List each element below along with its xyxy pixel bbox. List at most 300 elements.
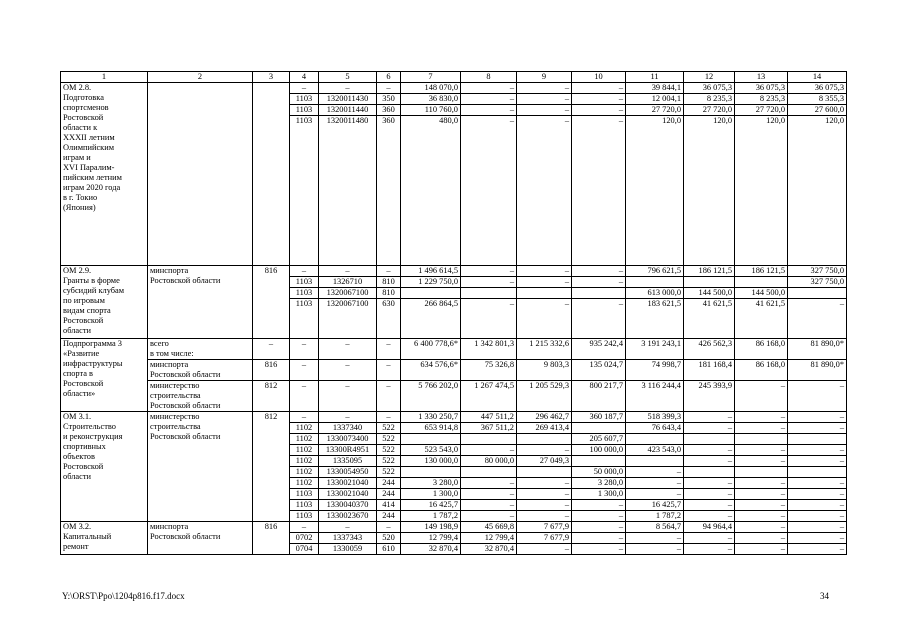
table-cell: 1 267 474,5 <box>461 381 517 412</box>
om-3-2-row <box>61 522 847 533</box>
executor-cell: минспорта Ростовской области <box>148 266 253 339</box>
table-cell: 1320067100 <box>319 299 377 339</box>
table-cell: – <box>377 360 401 381</box>
table-cell: – <box>788 445 847 456</box>
table-cell: – <box>735 489 788 500</box>
table-cell <box>401 288 461 299</box>
table-cell: 1330021040 <box>319 478 377 489</box>
table-cell <box>461 288 517 299</box>
table-cell: 81 890,0* <box>788 360 847 381</box>
table-cell: 3 116 244,4 <box>626 381 684 412</box>
executor-cell: минспорта Ростовской области <box>148 360 253 381</box>
table-cell: – <box>290 360 319 381</box>
table-cell: – <box>461 105 517 116</box>
table-cell: 327 750,0 <box>788 277 847 288</box>
table-cell: – <box>377 266 401 277</box>
table-cell: – <box>735 500 788 511</box>
table-cell: 1102 <box>290 423 319 434</box>
table-cell: 36 830,0 <box>401 94 461 105</box>
table-cell: – <box>684 478 735 489</box>
table-cell: – <box>684 533 735 544</box>
table-cell: 1103 <box>290 105 319 116</box>
table-cell: – <box>788 544 847 555</box>
table-cell: – <box>517 544 572 555</box>
table-cell <box>572 423 626 434</box>
table-cell: 360 187,7 <box>572 412 626 423</box>
table-cell: – <box>319 522 377 533</box>
table-cell: 9 803,3 <box>517 360 572 381</box>
table-cell: 3 191 243,1 <box>626 339 684 360</box>
table-cell: 810 <box>377 288 401 299</box>
measure-name: ОМ 2.9. Гранты в форме субсидий клубам по игровым видам спорта Ростовской области <box>61 266 148 339</box>
table-cell: – <box>517 489 572 500</box>
table-cell <box>461 467 517 478</box>
table-cell: – <box>461 445 517 456</box>
table-cell: 523 543,0 <box>401 445 461 456</box>
table-cell: 1337343 <box>319 533 377 544</box>
table-cell: – <box>377 339 401 360</box>
table-cell: 1335095 <box>319 456 377 467</box>
table-cell: 76 643,4 <box>626 423 684 434</box>
table-cell: 120,0 <box>735 116 788 266</box>
table-cell: 1103 <box>290 500 319 511</box>
table-cell: – <box>684 544 735 555</box>
table-cell: 27 720,0 <box>684 105 735 116</box>
budget-table <box>60 71 847 555</box>
grbs-cell: 816 <box>253 266 290 339</box>
table-cell: 518 399,3 <box>626 412 684 423</box>
table-cell: 1103 <box>290 277 319 288</box>
table-cell: – <box>735 423 788 434</box>
grbs-cell <box>253 83 290 266</box>
table-cell: 1330021040 <box>319 489 377 500</box>
table-cell: – <box>290 412 319 423</box>
table-cell <box>572 456 626 467</box>
table-cell: 120,0 <box>684 116 735 266</box>
table-cell: 296 462,7 <box>517 412 572 423</box>
table-cell <box>788 434 847 445</box>
table-cell: – <box>735 544 788 555</box>
table-cell: – <box>517 105 572 116</box>
table-cell: – <box>572 511 626 522</box>
table-cell: – <box>290 266 319 277</box>
column-header: 7 <box>401 72 461 83</box>
subprogram-3-row <box>61 360 847 381</box>
table-cell: 32 870,4 <box>401 544 461 555</box>
table-cell <box>401 467 461 478</box>
table-cell: 245 393,9 <box>684 381 735 412</box>
table-cell: 8 564,7 <box>626 522 684 533</box>
grbs-cell: 816 <box>253 360 290 381</box>
table-cell: – <box>626 544 684 555</box>
table-cell: – <box>461 299 517 339</box>
executor-cell: минспорта Ростовской области <box>148 522 253 555</box>
table-cell: 610 <box>377 544 401 555</box>
table-cell: 27 600,0 <box>788 105 847 116</box>
table-cell: – <box>461 489 517 500</box>
table-cell: – <box>572 105 626 116</box>
column-header: 6 <box>377 72 401 83</box>
table-cell: 27 720,0 <box>735 105 788 116</box>
grbs-cell: 816 <box>253 522 290 555</box>
table-cell: 5 766 202,0 <box>401 381 461 412</box>
table-cell <box>684 277 735 288</box>
table-cell: 6 400 778,6* <box>401 339 461 360</box>
column-header: 10 <box>572 72 626 83</box>
table-cell <box>684 434 735 445</box>
table-cell: 1330059 <box>319 544 377 555</box>
table-cell: 1320067100 <box>319 288 377 299</box>
table-cell: 244 <box>377 511 401 522</box>
table-cell: 1320011440 <box>319 105 377 116</box>
table-cell: 7 677,9 <box>517 533 572 544</box>
executor-cell: министерство строительства Ростовской области <box>148 381 253 412</box>
table-cell: 135 024,7 <box>572 360 626 381</box>
table-cell: – <box>684 445 735 456</box>
executor-cell: всего в том числе: <box>148 339 253 360</box>
table-cell: 1320011480 <box>319 116 377 266</box>
table-cell: – <box>290 339 319 360</box>
column-header: 2 <box>148 72 253 83</box>
table-cell: 186 121,5 <box>735 266 788 277</box>
table-cell: 480,0 <box>401 116 461 266</box>
measure-name: ОМ 3.2. Капитальный ремонт <box>61 522 148 555</box>
table-cell: – <box>377 522 401 533</box>
column-header: 9 <box>517 72 572 83</box>
table-cell <box>626 456 684 467</box>
table-cell: 1102 <box>290 445 319 456</box>
table-cell <box>461 434 517 445</box>
table-cell: – <box>461 94 517 105</box>
column-header: 13 <box>735 72 788 83</box>
table-cell: 1103 <box>290 489 319 500</box>
table-cell: 1103 <box>290 288 319 299</box>
table-cell: – <box>735 478 788 489</box>
table-cell: – <box>735 511 788 522</box>
table-cell: 1 787,2 <box>401 511 461 522</box>
table-cell: 1103 <box>290 511 319 522</box>
table-cell: – <box>461 277 517 288</box>
om-2-9-row <box>61 266 847 277</box>
table-cell: 1 342 801,3 <box>461 339 517 360</box>
table-cell: 110 760,0 <box>401 105 461 116</box>
table-cell: 1103 <box>290 94 319 105</box>
table-cell: 1330040370 <box>319 500 377 511</box>
table-cell: 1 229 750,0 <box>401 277 461 288</box>
table-cell: 1330054950 <box>319 467 377 478</box>
table-cell: 50 000,0 <box>572 467 626 478</box>
table-cell: 1330073400 <box>319 434 377 445</box>
column-header: 4 <box>290 72 319 83</box>
measure-name: ОМ 2.8. Подготовка спортсменов Ростовской области к XXXII летним Олимпийским играм и XVI Паралим- пийским летним играм 2020 года в г. Токио (Япония) <box>61 83 148 266</box>
table-cell: 630 <box>377 299 401 339</box>
table-cell <box>517 434 572 445</box>
table-cell: 269 413,4 <box>517 423 572 434</box>
table-cell: – <box>735 412 788 423</box>
table-cell: – <box>319 360 377 381</box>
table-cell: 45 669,8 <box>461 522 517 533</box>
table-cell: – <box>735 381 788 412</box>
table-cell: 7 677,9 <box>517 522 572 533</box>
table-cell: 186 121,5 <box>684 266 735 277</box>
table-cell: – <box>319 412 377 423</box>
table-cell: – <box>788 522 847 533</box>
table-cell: 16 425,7 <box>626 500 684 511</box>
table-cell: 0704 <box>290 544 319 555</box>
table-cell: – <box>684 423 735 434</box>
table-cell: 130 000,0 <box>401 456 461 467</box>
table-cell: 1337340 <box>319 423 377 434</box>
table-cell: 1 330 250,7 <box>401 412 461 423</box>
table-cell: – <box>377 381 401 412</box>
table-cell: – <box>572 83 626 94</box>
table-cell: 520 <box>377 533 401 544</box>
table-cell: – <box>461 116 517 266</box>
table-cell: 414 <box>377 500 401 511</box>
table-cell: 181 168,4 <box>684 360 735 381</box>
table-cell: 148 070,0 <box>401 83 461 94</box>
table-cell: 653 914,8 <box>401 423 461 434</box>
table-cell: – <box>461 478 517 489</box>
table-cell: 613 000,0 <box>626 288 684 299</box>
table-cell: – <box>461 83 517 94</box>
table-cell: 1 300,0 <box>401 489 461 500</box>
table-cell <box>735 467 788 478</box>
om-2-8-row <box>61 83 847 94</box>
table-cell: – <box>788 423 847 434</box>
table-cell: – <box>572 544 626 555</box>
table-cell: 13300R4951 <box>319 445 377 456</box>
table-cell <box>684 467 735 478</box>
table-cell: – <box>517 500 572 511</box>
table-cell: – <box>319 381 377 412</box>
table-cell: – <box>684 500 735 511</box>
table-cell: – <box>788 500 847 511</box>
column-header: 8 <box>461 72 517 83</box>
table-cell: 1 496 614,5 <box>401 266 461 277</box>
table-cell: 36 075,3 <box>684 83 735 94</box>
table-cell: 8 355,3 <box>788 94 847 105</box>
table-cell: 522 <box>377 434 401 445</box>
table-cell: 634 576,6* <box>401 360 461 381</box>
table-cell: – <box>572 500 626 511</box>
table-cell: – <box>626 478 684 489</box>
table-cell: – <box>517 83 572 94</box>
table-cell: 1102 <box>290 467 319 478</box>
table-cell: 426 562,3 <box>684 339 735 360</box>
table-cell: 244 <box>377 478 401 489</box>
table-cell: 522 <box>377 467 401 478</box>
table-cell: 183 621,5 <box>626 299 684 339</box>
table-cell: – <box>461 266 517 277</box>
column-header: 3 <box>253 72 290 83</box>
table-cell: 144 500,0 <box>684 288 735 299</box>
table-cell: 1103 <box>290 299 319 339</box>
table-cell: 522 <box>377 456 401 467</box>
file-path: Y:\ORST\Ppo\1204p816.f17.docx <box>62 591 185 601</box>
column-header: 5 <box>319 72 377 83</box>
table-cell: 27 049,3 <box>517 456 572 467</box>
table-cell: 8 235,3 <box>684 94 735 105</box>
grbs-cell: – <box>253 339 290 360</box>
table-cell: – <box>319 83 377 94</box>
table-cell <box>401 434 461 445</box>
table-cell: – <box>290 83 319 94</box>
column-header: 14 <box>788 72 847 83</box>
table-cell <box>572 288 626 299</box>
table-cell: 12 799,4 <box>461 533 517 544</box>
table-cell: 1103 <box>290 116 319 266</box>
table-cell: – <box>572 266 626 277</box>
table-cell: – <box>290 381 319 412</box>
table-cell: 80 000,0 <box>461 456 517 467</box>
table-cell: 39 844,1 <box>626 83 684 94</box>
table-cell: 3 280,0 <box>401 478 461 489</box>
table-cell: 423 543,0 <box>626 445 684 456</box>
table-cell: 796 621,5 <box>626 266 684 277</box>
table-cell: 36 075,3 <box>735 83 788 94</box>
table-cell: 74 998,7 <box>626 360 684 381</box>
table-cell: – <box>517 116 572 266</box>
table-cell: 1102 <box>290 456 319 467</box>
subprogram-3-row <box>61 381 847 412</box>
table-cell: – <box>377 412 401 423</box>
table-cell: – <box>788 412 847 423</box>
table-cell: – <box>572 533 626 544</box>
table-cell: – <box>319 339 377 360</box>
table-cell: – <box>735 456 788 467</box>
table-cell: 86 168,0 <box>735 360 788 381</box>
header-row <box>61 72 847 83</box>
table-cell: – <box>572 277 626 288</box>
subprogram-name: Подпрограмма 3 «Развитие инфраструктуры спорта в Ростовской области» <box>61 339 148 412</box>
table-cell: – <box>788 489 847 500</box>
table-cell: – <box>572 522 626 533</box>
table-cell: 522 <box>377 445 401 456</box>
table-cell: 3 280,0 <box>572 478 626 489</box>
grbs-cell: 812 <box>253 381 290 412</box>
table-cell: 94 964,4 <box>684 522 735 533</box>
table-cell: 81 890,0* <box>788 339 847 360</box>
table-cell: 27 720,0 <box>626 105 684 116</box>
table-cell: 360 <box>377 105 401 116</box>
table-cell: 1 205 529,3 <box>517 381 572 412</box>
table-cell: – <box>788 381 847 412</box>
table-cell <box>735 434 788 445</box>
table-cell: 8 235,3 <box>735 94 788 105</box>
table-cell: 447 511,2 <box>461 412 517 423</box>
table-cell <box>626 434 684 445</box>
table-cell: 1 300,0 <box>572 489 626 500</box>
table-cell: 350 <box>377 94 401 105</box>
table-cell: – <box>788 533 847 544</box>
table-cell: – <box>517 299 572 339</box>
table-cell: 935 242,4 <box>572 339 626 360</box>
table-cell: 367 511,2 <box>461 423 517 434</box>
table-cell: 12 799,4 <box>401 533 461 544</box>
table-cell: – <box>517 277 572 288</box>
table-cell: 1 787,2 <box>626 511 684 522</box>
table-cell: – <box>572 94 626 105</box>
table-cell: – <box>788 511 847 522</box>
table-cell <box>626 277 684 288</box>
table-cell: – <box>626 533 684 544</box>
table-cell: – <box>572 299 626 339</box>
table-cell: 360 <box>377 116 401 266</box>
table-cell: 1 215 332,6 <box>517 339 572 360</box>
grbs-cell: 812 <box>253 412 290 522</box>
table-cell: 100 000,0 <box>572 445 626 456</box>
table-cell: – <box>788 456 847 467</box>
table-cell: 522 <box>377 423 401 434</box>
table-cell: – <box>461 511 517 522</box>
table-cell: 12 004,1 <box>626 94 684 105</box>
table-cell: 75 326,8 <box>461 360 517 381</box>
page-number: 34 <box>820 591 829 601</box>
table-cell: 244 <box>377 489 401 500</box>
table-cell: 1326710 <box>319 277 377 288</box>
table-cell: 16 425,7 <box>401 500 461 511</box>
table-cell: 0702 <box>290 533 319 544</box>
table-cell: – <box>788 299 847 339</box>
table-cell: – <box>735 445 788 456</box>
table-cell: – <box>517 445 572 456</box>
table-cell: – <box>517 478 572 489</box>
table-cell: 327 750,0 <box>788 266 847 277</box>
table-cell: 149 198,9 <box>401 522 461 533</box>
table-cell: – <box>517 266 572 277</box>
table-cell <box>517 288 572 299</box>
table-cell: 1102 <box>290 478 319 489</box>
table-cell: – <box>319 266 377 277</box>
table-cell: – <box>684 511 735 522</box>
table-cell: 1320011430 <box>319 94 377 105</box>
table-cell <box>517 467 572 478</box>
table-cell: – <box>572 116 626 266</box>
table-cell: – <box>517 94 572 105</box>
table-cell: 1330023670 <box>319 511 377 522</box>
table-cell: 810 <box>377 277 401 288</box>
table-cell: – <box>735 533 788 544</box>
table-cell: 86 168,0 <box>735 339 788 360</box>
table-cell: – <box>626 489 684 500</box>
executor-cell: министерство строительства Ростовской области <box>148 412 253 522</box>
column-header: 12 <box>684 72 735 83</box>
column-header: 1 <box>61 72 148 83</box>
executor-cell <box>148 83 253 266</box>
table-cell <box>735 277 788 288</box>
table-cell: 120,0 <box>626 116 684 266</box>
table-cell: – <box>461 500 517 511</box>
table-cell: 800 217,7 <box>572 381 626 412</box>
table-cell: – <box>684 456 735 467</box>
table-cell <box>788 288 847 299</box>
table-cell: 266 864,5 <box>401 299 461 339</box>
table-cell: 41 621,5 <box>684 299 735 339</box>
table-cell: – <box>517 511 572 522</box>
table-cell: – <box>626 467 684 478</box>
table-cell: 32 870,4 <box>461 544 517 555</box>
table-cell: – <box>735 522 788 533</box>
table-cell: – <box>684 412 735 423</box>
table-cell <box>788 467 847 478</box>
measure-name: ОМ 3.1. Строительство и реконструкция спортивных объектов Ростовской области <box>61 412 148 522</box>
table-cell: – <box>290 522 319 533</box>
table-cell: – <box>788 478 847 489</box>
table-cell: 144 500,0 <box>735 288 788 299</box>
table-cell: 1102 <box>290 434 319 445</box>
subprogram-3-row <box>61 339 847 360</box>
